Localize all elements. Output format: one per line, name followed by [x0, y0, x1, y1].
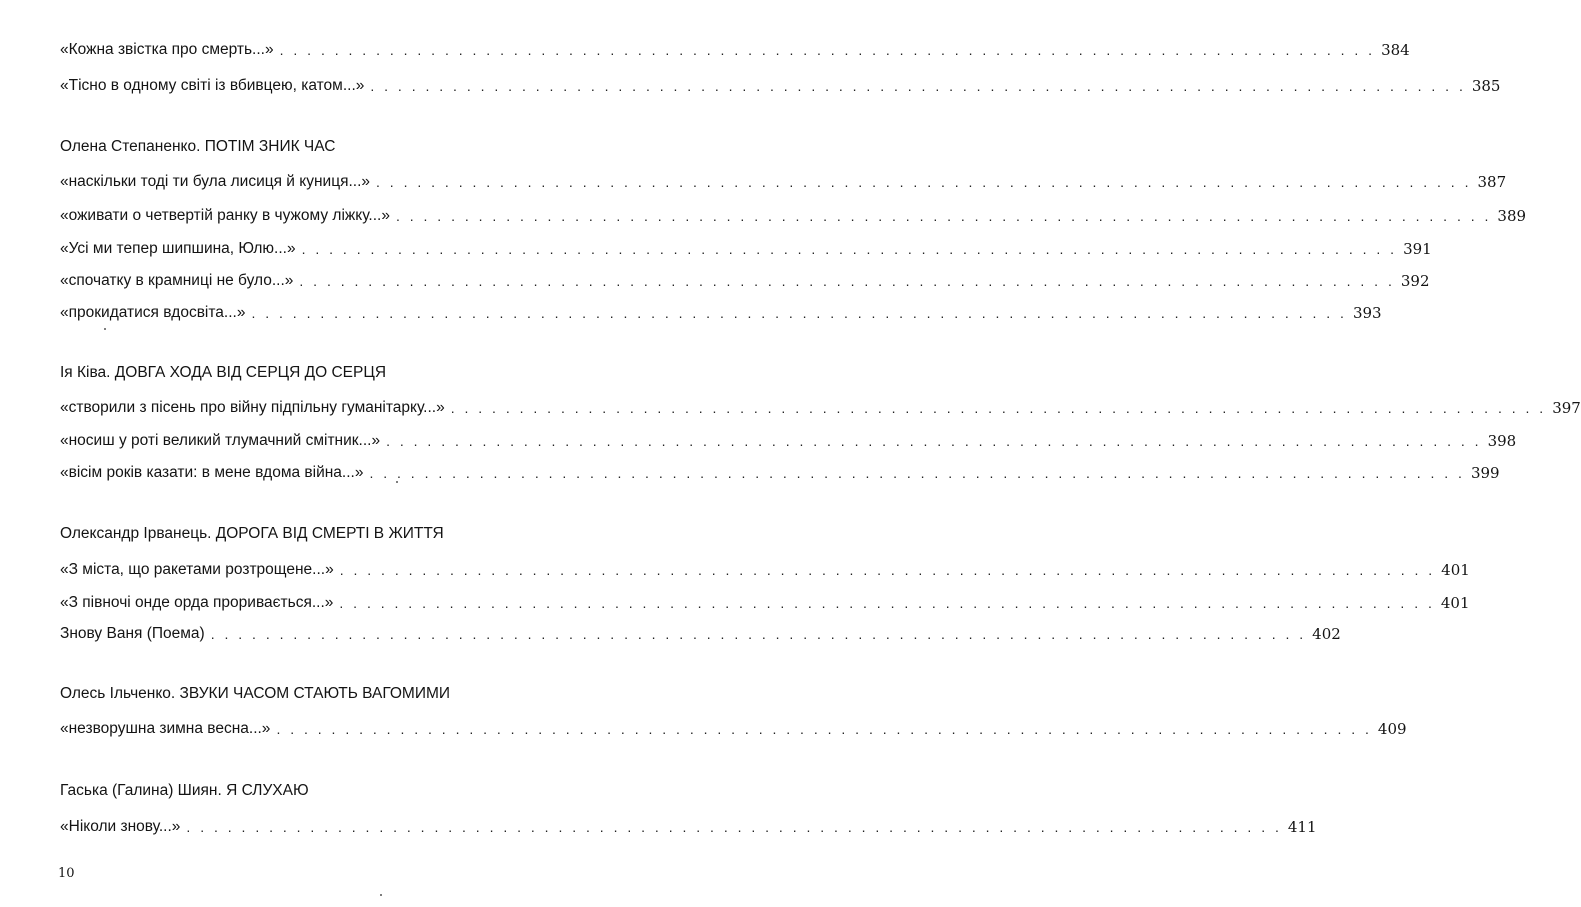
entry-title: «Кожна звістка про смерть...» — [60, 41, 274, 58]
entry-page: 402 — [1312, 625, 1341, 643]
page-number: 10 — [58, 866, 75, 881]
print-speck — [396, 481, 398, 483]
dot-leader: . . . . . . . . . . . . . . . . . . . . . . . . . . . . . . . . . . . . . . . . . . . . . . . . . . . . . . . . . . . . . . . . . . . . . . . . . . . . . . . . — [186, 819, 1282, 835]
entry-title: «прокидатися вдосвіта...» — [60, 304, 246, 321]
dot-leader: . . . . . . . . . . . . . . . . . . . . . . . . . . . . . . . . . . . . . . . . . . . . . . . . . . . . . . . . . . . . . . . . . . . . . . . . . . . . . . . . — [301, 241, 1398, 257]
dot-leader: . . . . . . . . . . . . . . . . . . . . . . . . . . . . . . . . . . . . . . . . . . . . . . . . . . . . . . . . . . . . . . . . . . . . . . . . . . . . . . . . — [386, 433, 1482, 449]
dot-leader: . . . . . . . . . . . . . . . . . . . . . . . . . . . . . . . . . . . . . . . . . . . . . . . . . . . . . . . . . . . . . . . . . . . . . . . . . . . . . . . . — [279, 42, 1376, 58]
toc-entry — [60, 168, 1507, 192]
toc-entry — [60, 459, 1500, 483]
entry-page: 401 — [1440, 594, 1470, 612]
toc-entry — [60, 202, 1527, 226]
entry-page: 399 — [1470, 464, 1500, 482]
entry-title: «незворушна зимна весна...» — [60, 720, 271, 737]
entry-title: «створили з пісень про війну підпільну гуманітарку...» — [60, 399, 445, 416]
entry-title: «наскільки тоді ти була лисиця й куниця...» — [60, 173, 371, 190]
toc-entry — [60, 394, 1581, 418]
entry-page: 387 — [1477, 173, 1507, 191]
entry-title: «Усі ми тепер шипшина, Юлю...» — [60, 240, 296, 257]
print-speck — [380, 894, 382, 896]
toc-entry — [60, 267, 1430, 291]
dot-leader: . . . . . . . . . . . . . . . . . . . . . . . . . . . . . . . . . . . . . . . . . . . . . . . . . . . . . . . . . . . . . . . . . . . . . . . . . . . . . . . . — [369, 465, 1465, 481]
entry-title: «З півночі онде орда проривається...» — [60, 594, 334, 611]
dot-leader: . . . . . . . . . . . . . . . . . . . . . . . . . . . . . . . . . . . . . . . . . . . . . . . . . . . . . . . . . . . . . . . . . . . . . . . . . . . . . . . . — [251, 305, 1347, 321]
toc-entry — [60, 72, 1501, 96]
entry-title: «оживати о четвертій ранку в чужому ліжку...» — [60, 207, 390, 224]
dot-leader: . . . . . . . . . . . . . . . . . . . . . . . . . . . . . . . . . . . . . . . . . . . . . . . . . . . . . . . . . . . . . . . . . . . . . . . . . . . . . . . . — [210, 626, 1307, 642]
entry-page: 397 — [1552, 399, 1581, 417]
toc-entry — [60, 813, 1317, 837]
entry-page: 401 — [1441, 561, 1470, 579]
entry-title: «спочатку в крамниці не було...» — [60, 272, 294, 289]
toc-entry — [60, 556, 1470, 580]
section-heading: Ія Ківа. ДОВГА ХОДА ВІД СЕРЦЯ ДО СЕРЦЯ — [60, 364, 387, 381]
section-heading: Олена Степаненко. ПОТІМ ЗНИК ЧАС — [60, 138, 336, 155]
entry-title: «Тісно в одному світі із вбивцею, катом...» — [60, 77, 365, 94]
dot-leader: . . . . . . . . . . . . . . . . . . . . . . . . . . . . . . . . . . . . . . . . . . . . . . . . . . . . . . . . . . . . . . . . . . . . . . . . . . . . . . . . — [370, 78, 1466, 94]
toc-entry — [60, 235, 1432, 259]
entry-title: «вісім років казати: в мене вдома війна...» — [60, 464, 364, 481]
dot-leader: . . . . . . . . . . . . . . . . . . . . . . . . . . . . . . . . . . . . . . . . . . . . . . . . . . . . . . . . . . . . . . . . . . . . . . . . . . . . . . . . — [395, 208, 1492, 224]
entry-page: 391 — [1403, 240, 1432, 258]
dot-leader: . . . . . . . . . . . . . . . . . . . . . . . . . . . . . . . . . . . . . . . . . . . . . . . . . . . . . . . . . . . . . . . . . . . . . . . . . . . . . . . . — [299, 273, 1395, 289]
dot-leader: . . . . . . . . . . . . . . . . . . . . . . . . . . . . . . . . . . . . . . . . . . . . . . . . . . . . . . . . . . . . . . . . . . . . . . . . . . . . . . . . — [276, 721, 1372, 737]
toc-entry — [60, 620, 1341, 644]
entry-page: 393 — [1352, 304, 1382, 322]
section-heading: Олесь Ільченко. ЗВУКИ ЧАСОМ СТАЮТЬ ВАГОМИМИ — [60, 685, 451, 702]
dot-leader: . . . . . . . . . . . . . . . . . . . . . . . . . . . . . . . . . . . . . . . . . . . . . . . . . . . . . . . . . . . . . . . . . . . . . . . . . . . . . . . . — [339, 595, 1435, 611]
toc-entry — [60, 715, 1407, 739]
entry-page: 392 — [1400, 272, 1430, 290]
toc-entry — [60, 589, 1470, 613]
entry-page: 398 — [1487, 432, 1517, 450]
toc-entry — [60, 427, 1517, 451]
toc-entry — [60, 299, 1382, 323]
dot-leader: . . . . . . . . . . . . . . . . . . . . . . . . . . . . . . . . . . . . . . . . . . . . . . . . . . . . . . . . . . . . . . . . . . . . . . . . . . . . . . . . — [339, 562, 1436, 578]
section-heading: Олександр Ірванець. ДОРОГА ВІД СМЕРТІ В ЖИТТЯ — [60, 525, 444, 542]
entry-page: 389 — [1497, 207, 1527, 225]
print-speck — [104, 328, 106, 330]
dot-leader: . . . . . . . . . . . . . . . . . . . . . . . . . . . . . . . . . . . . . . . . . . . . . . . . . . . . . . . . . . . . . . . . . . . . . . . . . . . . . . . . — [450, 400, 1547, 416]
section-heading: Гаська (Галина) Шиян. Я СЛУХАЮ — [60, 782, 309, 799]
entry-title: «Ніколи знову...» — [60, 818, 181, 835]
entry-title: «носиш у роті великий тлумачний смітник...» — [60, 432, 381, 449]
entry-page: 385 — [1471, 77, 1501, 95]
entry-title: «З міста, що ракетами розтрощене...» — [60, 561, 334, 578]
dot-leader: . . . . . . . . . . . . . . . . . . . . . . . . . . . . . . . . . . . . . . . . . . . . . . . . . . . . . . . . . . . . . . . . . . . . . . . . . . . . . . . . — [376, 174, 1472, 190]
toc-entry — [60, 36, 1410, 60]
entry-title: Знову Ваня (Поема) — [60, 625, 205, 642]
entry-page: 411 — [1287, 818, 1317, 836]
entry-page: 384 — [1381, 41, 1410, 59]
entry-page: 409 — [1377, 720, 1407, 738]
